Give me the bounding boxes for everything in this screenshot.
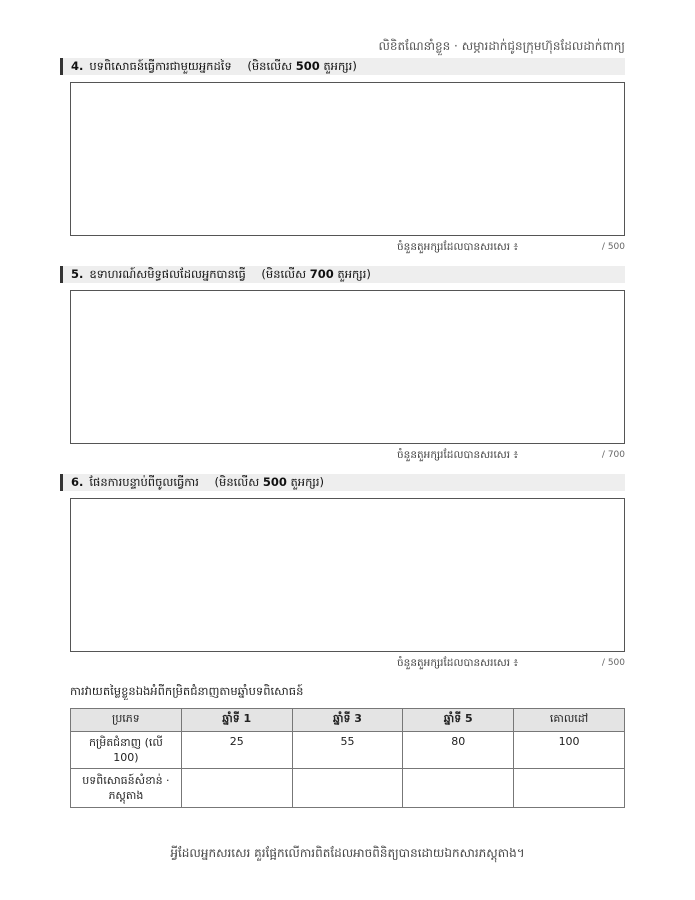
answer-textarea-6[interactable]	[70, 498, 625, 652]
character-count-max: / 500	[601, 242, 625, 252]
section-title	[60, 474, 625, 491]
column-header-type: ប្រភេទ	[71, 709, 182, 732]
section-number: 4.	[71, 59, 84, 73]
row-label: បទពិសោធន៍សំខាន់ · ភស្តុតាង	[71, 769, 182, 808]
character-count	[70, 657, 625, 671]
column-header-year-1: ឆ្នាំទី 1	[181, 709, 292, 732]
table-cell[interactable]	[403, 769, 514, 808]
table-row	[71, 732, 625, 769]
table-cell[interactable]: 55	[292, 732, 403, 769]
section-4	[60, 58, 625, 253]
answer-textarea-5[interactable]	[70, 290, 625, 444]
character-count-max: / 700	[601, 450, 625, 460]
column-header-year-5: ឆ្នាំទី 5	[403, 709, 514, 732]
section-title	[60, 266, 625, 283]
table-cell[interactable]: 100	[514, 732, 625, 769]
section-title	[60, 58, 625, 75]
table-cell[interactable]: 80	[403, 732, 514, 769]
section-6	[60, 474, 625, 669]
character-count	[70, 241, 625, 255]
character-limit: (មិនលើស 500 តួអក្សរ)	[214, 475, 324, 489]
table-cell[interactable]	[181, 769, 292, 808]
footer-note: អ្វីដែលអ្នកសរសេរ គួរផ្អែកលើការពិតដែលអាចពិនិត្យបានដោយឯកសារភស្តុតាង។	[170, 846, 525, 860]
table-cell[interactable]	[514, 769, 625, 808]
skill-evaluation-table	[70, 708, 625, 808]
section-number: 5.	[71, 267, 84, 281]
character-count-label: ចំនួនតួអក្សរដែលបានសរសេរ ៖	[397, 449, 519, 461]
character-count-max: / 500	[601, 658, 625, 668]
character-count	[70, 449, 625, 463]
character-limit: (មិនលើស 700 តួអក្សរ)	[261, 267, 371, 281]
column-header-goal: គោលដៅ	[514, 709, 625, 732]
table-cell[interactable]	[292, 769, 403, 808]
character-limit: (មិនលើស 500 តួអក្សរ)	[247, 59, 357, 73]
section-number: 6.	[71, 475, 84, 489]
table-cell[interactable]: 25	[181, 732, 292, 769]
section-heading: ឧទាហរណ៍សមិទ្ធផលដែលអ្នកបានធ្វើ	[89, 267, 246, 281]
answer-textarea-4[interactable]	[70, 82, 625, 236]
header-note: លិខិតណែនាំខ្លួន · សម្ភារដាក់ជូនក្រុមហ៊ុនដែលដាក់ពាក្យ	[378, 39, 625, 53]
column-header-year-3: ឆ្នាំទី 3	[292, 709, 403, 732]
table-header-row	[71, 709, 625, 732]
table-row	[71, 769, 625, 808]
section-heading: ផែនការបន្ទាប់ពីចូលធ្វើការ	[89, 475, 199, 489]
row-label: កម្រិតជំនាញ (លើ 100)	[71, 732, 182, 769]
table-caption: ការវាយតម្លៃខ្លួនឯងអំពីកម្រិតជំនាញតាមឆ្នាំបទពិសោធន៍	[70, 684, 304, 698]
character-count-label: ចំនួនតួអក្សរដែលបានសរសេរ ៖	[397, 241, 519, 253]
section-5	[60, 266, 625, 461]
section-heading: បទពិសោធន៍ធ្វើការជាមួយអ្នកដទៃ	[89, 59, 232, 73]
character-count-label: ចំនួនតួអក្សរដែលបានសរសេរ ៖	[397, 657, 519, 669]
